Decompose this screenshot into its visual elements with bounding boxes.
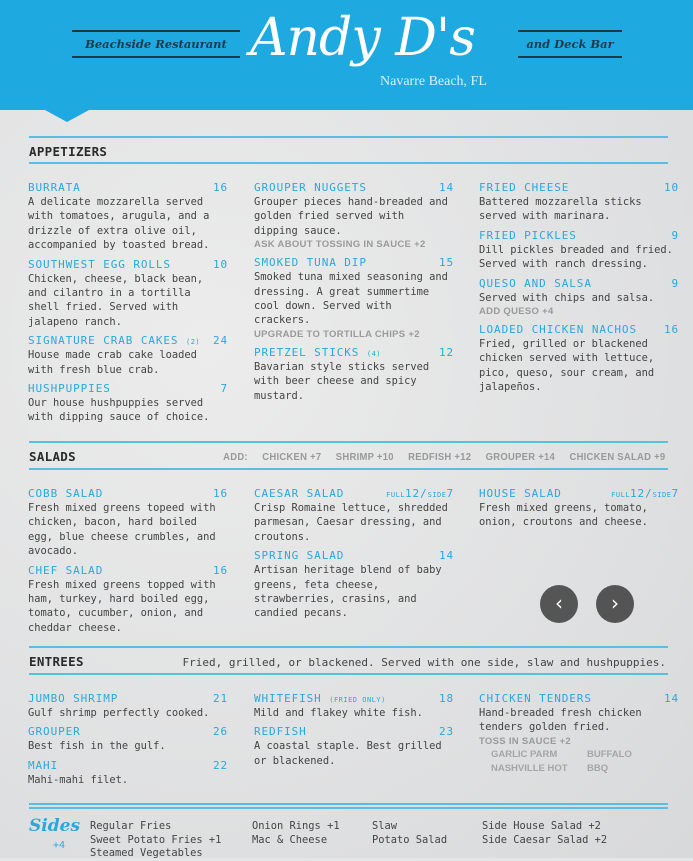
- item-name-text: BURRATA: [28, 181, 81, 194]
- item-description: Fresh mixed greens topeed with chicken, bacon, hard boiled egg, blue cheese crumbles, and avocado.: [28, 502, 216, 558]
- menu-item: [254, 549, 454, 621]
- item-name: [28, 382, 111, 396]
- add-on: REDFISH +12: [407, 451, 471, 463]
- menu-item: [254, 256, 454, 341]
- item-price: [213, 487, 228, 501]
- price-value: 26: [212, 725, 228, 739]
- menu-column: [479, 181, 679, 400]
- salad-add-ons: [223, 451, 665, 463]
- item-name-text: COBB SALAD: [28, 487, 104, 500]
- item-name: [479, 692, 592, 706]
- item-name-text: QUESO AND SALSA: [479, 276, 592, 290]
- price-value: 7: [671, 487, 679, 500]
- section-title-entrees: ENTREES: [29, 654, 84, 669]
- item-name-text: FRIED CHEESE: [479, 181, 570, 194]
- item-name-text: SMOKED TUNA DIP: [254, 256, 367, 270]
- item-name-text: REDFISH: [254, 725, 307, 739]
- entrees-note: Fried, grilled, or blackened. Served with one side, slaw and hushpuppies.: [182, 656, 666, 669]
- item-price: [213, 759, 228, 773]
- restaurant-logo: Andy D's: [250, 8, 475, 68]
- price-value: 9: [671, 276, 679, 290]
- item-description: Bavarian style sticks served with beer cheese and spicy mustard.: [254, 360, 430, 402]
- price-value: 12/: [630, 487, 653, 500]
- item-price: [671, 277, 679, 291]
- item-header: [254, 256, 454, 270]
- price-value: 9: [671, 228, 679, 242]
- item-description: Fresh mixed greens, tomato, onion, croutons and cheese.: [479, 502, 648, 529]
- item-price: [439, 692, 454, 706]
- item-name-text: WHITEFISH: [254, 692, 322, 705]
- menu-item: [479, 487, 679, 530]
- item-description: Fresh mixed greens topped with ham, turkey, hard boiled egg, tomato, cucumber, onion, and cheddar cheese.: [28, 578, 216, 634]
- price-label: SIDE: [427, 491, 447, 499]
- side-item: Slaw: [372, 820, 398, 832]
- item-header: [28, 487, 228, 501]
- item-note: ASK ABOUT TOSSING IN SAUCE +2: [254, 239, 426, 251]
- item-price: [213, 334, 228, 348]
- item-note: UPGRADE TO TORTILLA CHIPS +2: [254, 328, 420, 340]
- divider: [29, 468, 668, 470]
- item-header: [254, 487, 454, 501]
- item-name-text: HUSHPUPPIES: [28, 382, 111, 396]
- side-item: Side House Salad +2: [482, 820, 601, 832]
- item-description: House made crab cake loaded with fresh blue crab.: [28, 349, 197, 376]
- item-price: [439, 256, 454, 270]
- item-description: A coastal staple. Best grilled or blackened.: [254, 740, 442, 767]
- divider: [29, 136, 668, 138]
- item-description: Mild and flakey white fish.: [254, 707, 423, 719]
- item-name: [254, 256, 367, 270]
- item-header: [479, 487, 679, 501]
- item-name: [254, 549, 344, 563]
- item-name-text: GROUPER: [28, 725, 81, 739]
- menu-item: [28, 487, 228, 559]
- item-description: Served with chips and salsa.: [479, 291, 655, 304]
- item-header: [28, 692, 228, 706]
- item-header: [479, 181, 679, 195]
- item-qty: (4): [366, 349, 382, 358]
- item-header: [28, 181, 228, 195]
- sauce-option: GARLIC PARM: [491, 748, 558, 760]
- item-header: [479, 229, 679, 243]
- item-name-text: MAHI: [28, 758, 59, 772]
- item-description: Chicken, cheese, black bean, and cilantro in a tortilla shell fried. Served with jalapeno ranch.: [28, 272, 204, 328]
- menu-item: [28, 564, 228, 636]
- item-price: [386, 487, 454, 501]
- item-price: [439, 549, 454, 563]
- menu-item: [254, 725, 454, 768]
- add-on: SHRIMP +10: [335, 451, 394, 463]
- price-value: 16: [663, 323, 679, 337]
- item-qty: (2): [185, 338, 201, 347]
- item-price: [439, 725, 454, 739]
- menu-column: [254, 487, 454, 626]
- item-price: [213, 181, 228, 195]
- item-note: TOSS IN SAUCE +2: [479, 735, 571, 747]
- side-item: Side Caesar Salad +2: [482, 833, 608, 846]
- item-name-text: CHICKEN TENDERS: [479, 692, 592, 705]
- item-name: [479, 487, 562, 501]
- menu-item: [28, 759, 228, 787]
- price-value: 16: [212, 563, 228, 577]
- sauce-options: [479, 748, 679, 776]
- price-value: 16: [212, 487, 228, 500]
- item-name-text: FRIED PICKLES: [479, 228, 577, 242]
- item-name: [28, 334, 200, 348]
- item-name-text: SIGNATURE CRAB CAKES: [28, 334, 179, 348]
- item-name-text: PRETZEL STICKS: [254, 345, 360, 359]
- item-name: [479, 277, 592, 291]
- price-value: 14: [438, 549, 454, 563]
- sides-column: [252, 820, 340, 847]
- menu-column: [254, 692, 454, 773]
- item-note: ADD QUESO +4: [479, 306, 554, 318]
- menu-item: [28, 382, 228, 425]
- item-price: [439, 346, 454, 360]
- price-value: 15: [438, 256, 454, 270]
- divider: [29, 646, 668, 648]
- menu-item: [28, 692, 228, 720]
- menu-column: [28, 487, 228, 640]
- divider: [29, 673, 668, 675]
- menu-item: [254, 181, 454, 251]
- item-description: Mahi-mahi filet.: [28, 773, 129, 786]
- item-price: [439, 181, 454, 195]
- previous-page-button[interactable]: ‹: [540, 585, 578, 623]
- sides-column: [372, 820, 447, 847]
- next-page-button[interactable]: ›: [596, 585, 634, 623]
- sauce-option: NASHVILLE HOT: [491, 762, 568, 774]
- item-description: Gulf shrimp perfectly cooked.: [28, 707, 210, 719]
- menu-column: [479, 487, 679, 535]
- item-description: Our house hushpuppies served with dipping sauce of choice.: [28, 397, 210, 424]
- item-header: [28, 334, 228, 348]
- sauce-option: BUFFALO: [587, 748, 632, 760]
- item-header: [479, 277, 679, 291]
- price-value: 18: [438, 692, 454, 705]
- menu-column: [28, 181, 228, 430]
- item-header: [254, 725, 454, 739]
- item-header: [28, 382, 228, 396]
- item-header: [28, 258, 228, 272]
- item-name-text: CHEF SALAD: [28, 563, 104, 577]
- item-name-text: CAESAR SALAD: [254, 487, 345, 500]
- item-name-text: SOUTHWEST EGG ROLLS: [28, 257, 171, 271]
- item-price: [213, 564, 228, 578]
- item-description: Grouper pieces hand-breaded and golden fried served with dipping sauce.: [254, 196, 448, 237]
- item-name-text: HOUSE SALAD: [479, 487, 562, 500]
- tagline-left: Beachside Restaurant: [72, 30, 240, 58]
- menu-column: [479, 692, 679, 781]
- item-header: [479, 692, 679, 706]
- item-description: Hand-breaded fresh chicken tenders golden fried.: [479, 707, 642, 734]
- item-name: [28, 692, 118, 706]
- item-description: Best fish in the gulf.: [28, 740, 166, 753]
- item-name: [254, 725, 307, 739]
- item-name-text: SPRING SALAD: [254, 549, 345, 563]
- item-qty: (FRIED ONLY): [329, 696, 386, 704]
- item-header: [28, 564, 228, 578]
- location: Navarre Beach, FL: [380, 74, 487, 89]
- add-label: ADD:: [222, 451, 248, 463]
- item-header: [254, 692, 454, 706]
- item-name: [254, 692, 386, 706]
- add-on: CHICKEN +7: [261, 451, 321, 463]
- price-value: 7: [446, 487, 454, 500]
- divider: [29, 162, 668, 164]
- item-price: [664, 692, 679, 706]
- menu-item: [28, 181, 228, 253]
- side-item: Sweet Potato Fries +1: [90, 833, 222, 846]
- item-description: Fried, grilled or blackened chicken served with lettuce, pico, queso, sour cream, and jalapeños.: [479, 338, 655, 394]
- menu-item: [28, 334, 228, 377]
- item-name: [254, 181, 367, 195]
- price-value: 22: [212, 758, 228, 772]
- price-label: FULL: [611, 491, 631, 499]
- menu-item: [254, 346, 454, 403]
- item-name: [479, 181, 569, 195]
- side-item: Potato Salad: [372, 833, 448, 846]
- side-item: Onion Rings +1: [252, 820, 340, 832]
- item-description: Battered mozzarella sticks served with marinara.: [479, 196, 642, 223]
- item-header: [28, 759, 228, 773]
- item-name-text: GROUPER NUGGETS: [254, 181, 367, 194]
- divider: [29, 807, 668, 809]
- item-description: A delicate mozzarella served with tomatoes, arugula, and a drizzle of extra olive oil, accompanied by toasted bread.: [28, 196, 210, 252]
- item-name: [479, 229, 577, 243]
- item-description: Smoked tuna mixed seasoning and dressing. A great summertime cool down. Served with crackers.: [254, 271, 448, 327]
- menu-item: [254, 487, 454, 544]
- item-name: [254, 346, 381, 360]
- item-name: [28, 181, 81, 195]
- price-value: 12/: [405, 487, 428, 500]
- menu-item: [479, 692, 679, 776]
- price-value: 10: [212, 257, 228, 271]
- price-value: 24: [212, 334, 228, 348]
- side-item: Regular Fries: [90, 820, 172, 832]
- menu-column: [28, 692, 228, 792]
- item-header: [28, 725, 228, 739]
- item-price: [213, 725, 228, 739]
- add-on: CHICKEN SALAD +9: [569, 451, 665, 463]
- item-name: [479, 323, 637, 337]
- price-value: 10: [663, 181, 679, 194]
- price-label: FULL: [386, 491, 406, 499]
- menu-item: [28, 725, 228, 753]
- menu-item: [479, 323, 679, 395]
- sides-price: +4: [53, 840, 66, 851]
- item-name-text: LOADED CHICKEN NACHOS: [479, 323, 637, 337]
- item-name: [28, 487, 103, 501]
- item-name: [28, 258, 171, 272]
- item-description: Artisan heritage blend of baby greens, feta cheese, strawberries, crasins, and candied pecans.: [254, 564, 442, 620]
- item-price: [664, 181, 679, 195]
- section-title-salads: SALADS: [29, 449, 76, 464]
- sides-column: [482, 820, 607, 847]
- item-name: [254, 487, 344, 501]
- side-item: Steamed Vegetables: [90, 847, 203, 859]
- price-value: 14: [663, 692, 679, 705]
- item-price: [664, 323, 679, 337]
- price-value: 12: [438, 345, 454, 359]
- item-name: [28, 759, 58, 773]
- sides-title: Sides: [29, 816, 81, 836]
- sauce-option: BBQ: [587, 762, 609, 774]
- price-value: 21: [212, 692, 228, 705]
- item-header: [254, 181, 454, 195]
- item-name-text: JUMBO SHRIMP: [28, 692, 119, 705]
- item-name: [28, 564, 103, 578]
- tagline-right: and Deck Bar: [518, 30, 622, 58]
- item-description: Dill pickles breaded and fried. Served with ranch dressing.: [479, 243, 673, 271]
- item-price: [611, 487, 679, 501]
- menu-item: [479, 229, 679, 272]
- price-value: 23: [438, 725, 454, 739]
- item-price: [220, 382, 228, 396]
- price-label: SIDE: [652, 491, 672, 499]
- item-price: [213, 692, 228, 706]
- item-price: [671, 229, 679, 243]
- item-header: [254, 549, 454, 563]
- price-value: 16: [212, 181, 228, 194]
- menu-item: [254, 692, 454, 720]
- item-header: [479, 323, 679, 337]
- menu-item: [28, 258, 228, 330]
- sides-column: [90, 820, 221, 861]
- price-value: 7: [220, 382, 228, 396]
- item-price: [213, 258, 228, 272]
- banner-notch: [45, 110, 89, 122]
- menu-item: [479, 277, 679, 318]
- menu-item: [479, 181, 679, 224]
- add-on: GROUPER +14: [485, 451, 555, 463]
- price-value: 14: [438, 181, 454, 194]
- item-header: [254, 346, 454, 360]
- item-name: [28, 725, 81, 739]
- divider: [29, 441, 668, 443]
- section-title-appetizers: APPETIZERS: [29, 144, 108, 159]
- menu-column: [254, 181, 454, 408]
- item-description: Crisp Romaine lettuce, shredded parmesan, Caesar dressing, and croutons.: [254, 502, 448, 543]
- divider: [29, 803, 668, 805]
- side-item: Mac & Cheese: [252, 833, 328, 846]
